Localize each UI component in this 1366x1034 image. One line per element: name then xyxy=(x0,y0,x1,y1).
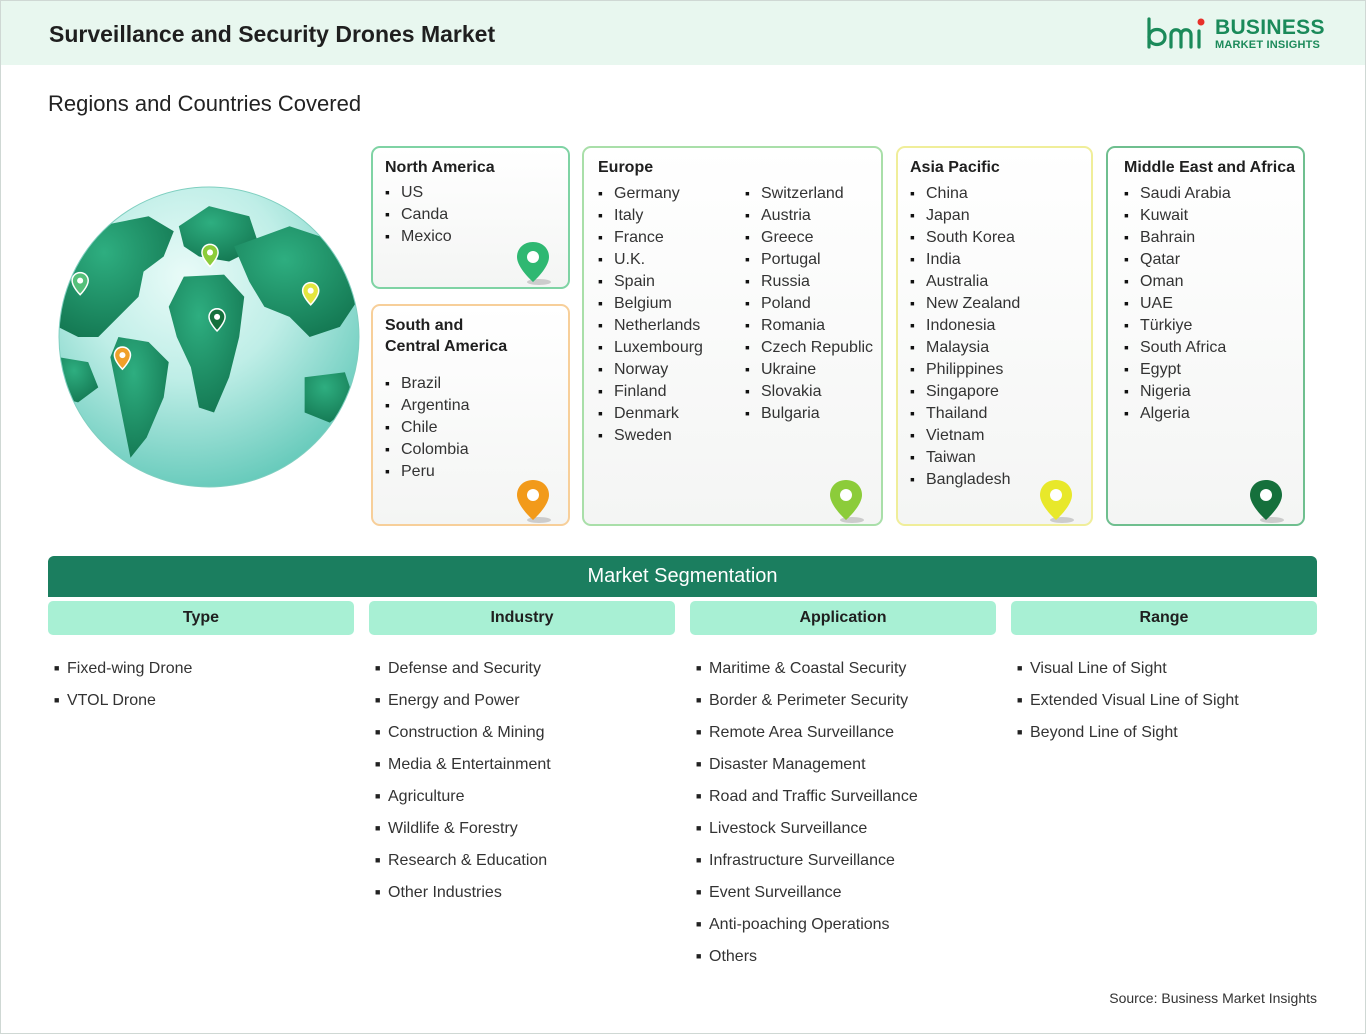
region-north-america xyxy=(371,146,570,289)
segment-item: ■ Others xyxy=(696,940,918,972)
country-item: ▪ UAE xyxy=(1124,292,1231,314)
country-item: ▪ Mexico xyxy=(385,225,452,247)
country-item: ▪ Malaysia xyxy=(910,336,1020,358)
region-europe xyxy=(582,146,883,526)
region-title xyxy=(385,315,507,357)
country-item: ▪ Poland xyxy=(745,292,873,314)
country-item: ▪ Canda xyxy=(385,203,452,225)
source-note: Source: Business Market Insights xyxy=(1109,990,1317,1006)
region-title: Europe xyxy=(598,159,654,176)
map-pin-icon xyxy=(513,240,553,288)
country-item: ▪ Singapore xyxy=(910,380,1020,402)
country-list xyxy=(910,182,1020,490)
segment-item: ■ Media & Entertainment xyxy=(375,748,551,780)
segment-item: ■ Anti-poaching Operations xyxy=(696,908,918,940)
company-logo xyxy=(1145,15,1325,55)
segment-item: ■ Other Industries xyxy=(375,876,551,908)
segment-header-type: Type xyxy=(48,601,354,635)
country-item: ▪ Kuwait xyxy=(1124,204,1231,226)
country-item: ▪ Vietnam xyxy=(910,424,1020,446)
country-item: ▪ Australia xyxy=(910,270,1020,292)
country-item: ▪ Slovakia xyxy=(745,380,873,402)
segment-item: ■ Defense and Security xyxy=(375,652,551,684)
country-item: ▪ Greece xyxy=(745,226,873,248)
segment-list-range xyxy=(1017,652,1239,748)
country-item: ▪ Germany xyxy=(598,182,703,204)
segment-item: ■ Livestock Surveillance xyxy=(696,812,918,844)
country-item: ▪ Egypt xyxy=(1124,358,1231,380)
country-item: ▪ Indonesia xyxy=(910,314,1020,336)
country-item: ▪ Romania xyxy=(745,314,873,336)
country-item: ▪ Portugal xyxy=(745,248,873,270)
country-list xyxy=(1124,182,1231,424)
region-middle-east-africa xyxy=(1106,146,1305,526)
region-title: Middle East and Africa xyxy=(1124,159,1295,176)
segment-list-application xyxy=(696,652,918,972)
world-globe-icon xyxy=(58,186,360,488)
country-item: ▪ Japan xyxy=(910,204,1020,226)
country-item: ▪ Qatar xyxy=(1124,248,1231,270)
region-title: North America xyxy=(385,159,495,176)
country-item: ▪ New Zealand xyxy=(910,292,1020,314)
region-south-central-america xyxy=(371,304,570,526)
region-title: Asia Pacific xyxy=(910,159,1000,176)
country-item: ▪ India xyxy=(910,248,1020,270)
regions-title: Regions and Countries Covered xyxy=(48,91,362,116)
market-segmentation-header: Market Segmentation xyxy=(48,556,1317,597)
segment-item: ■ Infrastructure Surveillance xyxy=(696,844,918,876)
country-item: ▪ Russia xyxy=(745,270,873,292)
segment-item: ■ Disaster Management xyxy=(696,748,918,780)
country-item: ▪ U.K. xyxy=(598,248,703,270)
country-item: ▪ Peru xyxy=(385,460,470,482)
segment-header-application: Application xyxy=(690,601,996,635)
country-item: ▪ US xyxy=(385,181,452,203)
header-bar xyxy=(1,1,1365,65)
country-item: ▪ Italy xyxy=(598,204,703,226)
country-item: ▪ Norway xyxy=(598,358,703,380)
country-item: ▪ South Africa xyxy=(1124,336,1231,358)
country-item: ▪ France xyxy=(598,226,703,248)
segment-item: ■ Construction & Mining xyxy=(375,716,551,748)
map-pin-icon xyxy=(1036,478,1076,526)
country-item: ▪ Türkiye xyxy=(1124,314,1231,336)
country-item: ▪ Switzerland xyxy=(745,182,873,204)
segment-item: ■ Border & Perimeter Security xyxy=(696,684,918,716)
country-item: ▪ Thailand xyxy=(910,402,1020,424)
map-pin-icon xyxy=(513,478,553,526)
segment-header-industry: Industry xyxy=(369,601,675,635)
segment-item: ■ Extended Visual Line of Sight xyxy=(1017,684,1239,716)
country-item: ▪ Nigeria xyxy=(1124,380,1231,402)
bmi-logo-icon xyxy=(1145,15,1209,53)
segment-item: ■ Maritime & Coastal Security xyxy=(696,652,918,684)
segment-item: ■ Remote Area Surveillance xyxy=(696,716,918,748)
country-item: ▪ Bangladesh xyxy=(910,468,1020,490)
country-item: ▪ Sweden xyxy=(598,424,703,446)
country-list-col1 xyxy=(598,182,703,446)
country-item: ▪ Chile xyxy=(385,416,470,438)
country-item: ▪ South Korea xyxy=(910,226,1020,248)
country-list xyxy=(385,181,452,247)
segment-item: ■ Event Surveillance xyxy=(696,876,918,908)
map-pin-icon xyxy=(1246,478,1286,526)
country-item: ▪ Bulgaria xyxy=(745,402,873,424)
country-item: ▪ Oman xyxy=(1124,270,1231,292)
segment-item: ■ VTOL Drone xyxy=(54,684,192,716)
country-item: ▪ Czech Republic xyxy=(745,336,873,358)
region-asia-pacific xyxy=(896,146,1093,526)
segment-item: ■ Road and Traffic Surveillance xyxy=(696,780,918,812)
segment-item: ■ Research & Education xyxy=(375,844,551,876)
country-item: ▪ Colombia xyxy=(385,438,470,460)
country-item: ▪ Saudi Arabia xyxy=(1124,182,1231,204)
segment-list-industry xyxy=(375,652,551,908)
segment-item: ■ Wildlife & Forestry xyxy=(375,812,551,844)
segment-header-range: Range xyxy=(1011,601,1317,635)
country-item: ▪ Netherlands xyxy=(598,314,703,336)
segment-item: ■ Energy and Power xyxy=(375,684,551,716)
region-title-line2: Central America xyxy=(385,338,508,355)
map-pin-icon xyxy=(826,478,866,526)
country-item: ▪ Denmark xyxy=(598,402,703,424)
segment-item: ■ Fixed-wing Drone xyxy=(54,652,192,684)
country-item: ▪ Algeria xyxy=(1124,402,1231,424)
segment-item: ■ Agriculture xyxy=(375,780,551,812)
country-item: ▪ Argentina xyxy=(385,394,470,416)
country-item: ▪ Philippines xyxy=(910,358,1020,380)
country-item: ▪ Taiwan xyxy=(910,446,1020,468)
country-item: ▪ Belgium xyxy=(598,292,703,314)
country-list xyxy=(385,372,470,482)
country-item: ▪ Finland xyxy=(598,380,703,402)
country-item: ▪ Austria xyxy=(745,204,873,226)
country-item: ▪ Brazil xyxy=(385,372,470,394)
segment-item: ■ Visual Line of Sight xyxy=(1017,652,1239,684)
country-item: ▪ Spain xyxy=(598,270,703,292)
country-item: ▪ Luxembourg xyxy=(598,336,703,358)
country-list-col2 xyxy=(745,182,873,424)
region-title-line1: South and xyxy=(385,317,464,334)
country-item: ▪ Ukraine xyxy=(745,358,873,380)
country-item: ▪ China xyxy=(910,182,1020,204)
logo-text-business: BUSINESS xyxy=(1215,16,1325,39)
logo-text-market-insights: MARKET INSIGHTS xyxy=(1215,39,1321,51)
segment-list-type xyxy=(54,652,192,716)
country-item: ▪ Bahrain xyxy=(1124,226,1231,248)
page-title: Surveillance and Security Drones Market xyxy=(49,21,496,47)
segment-item: ■ Beyond Line of Sight xyxy=(1017,716,1239,748)
